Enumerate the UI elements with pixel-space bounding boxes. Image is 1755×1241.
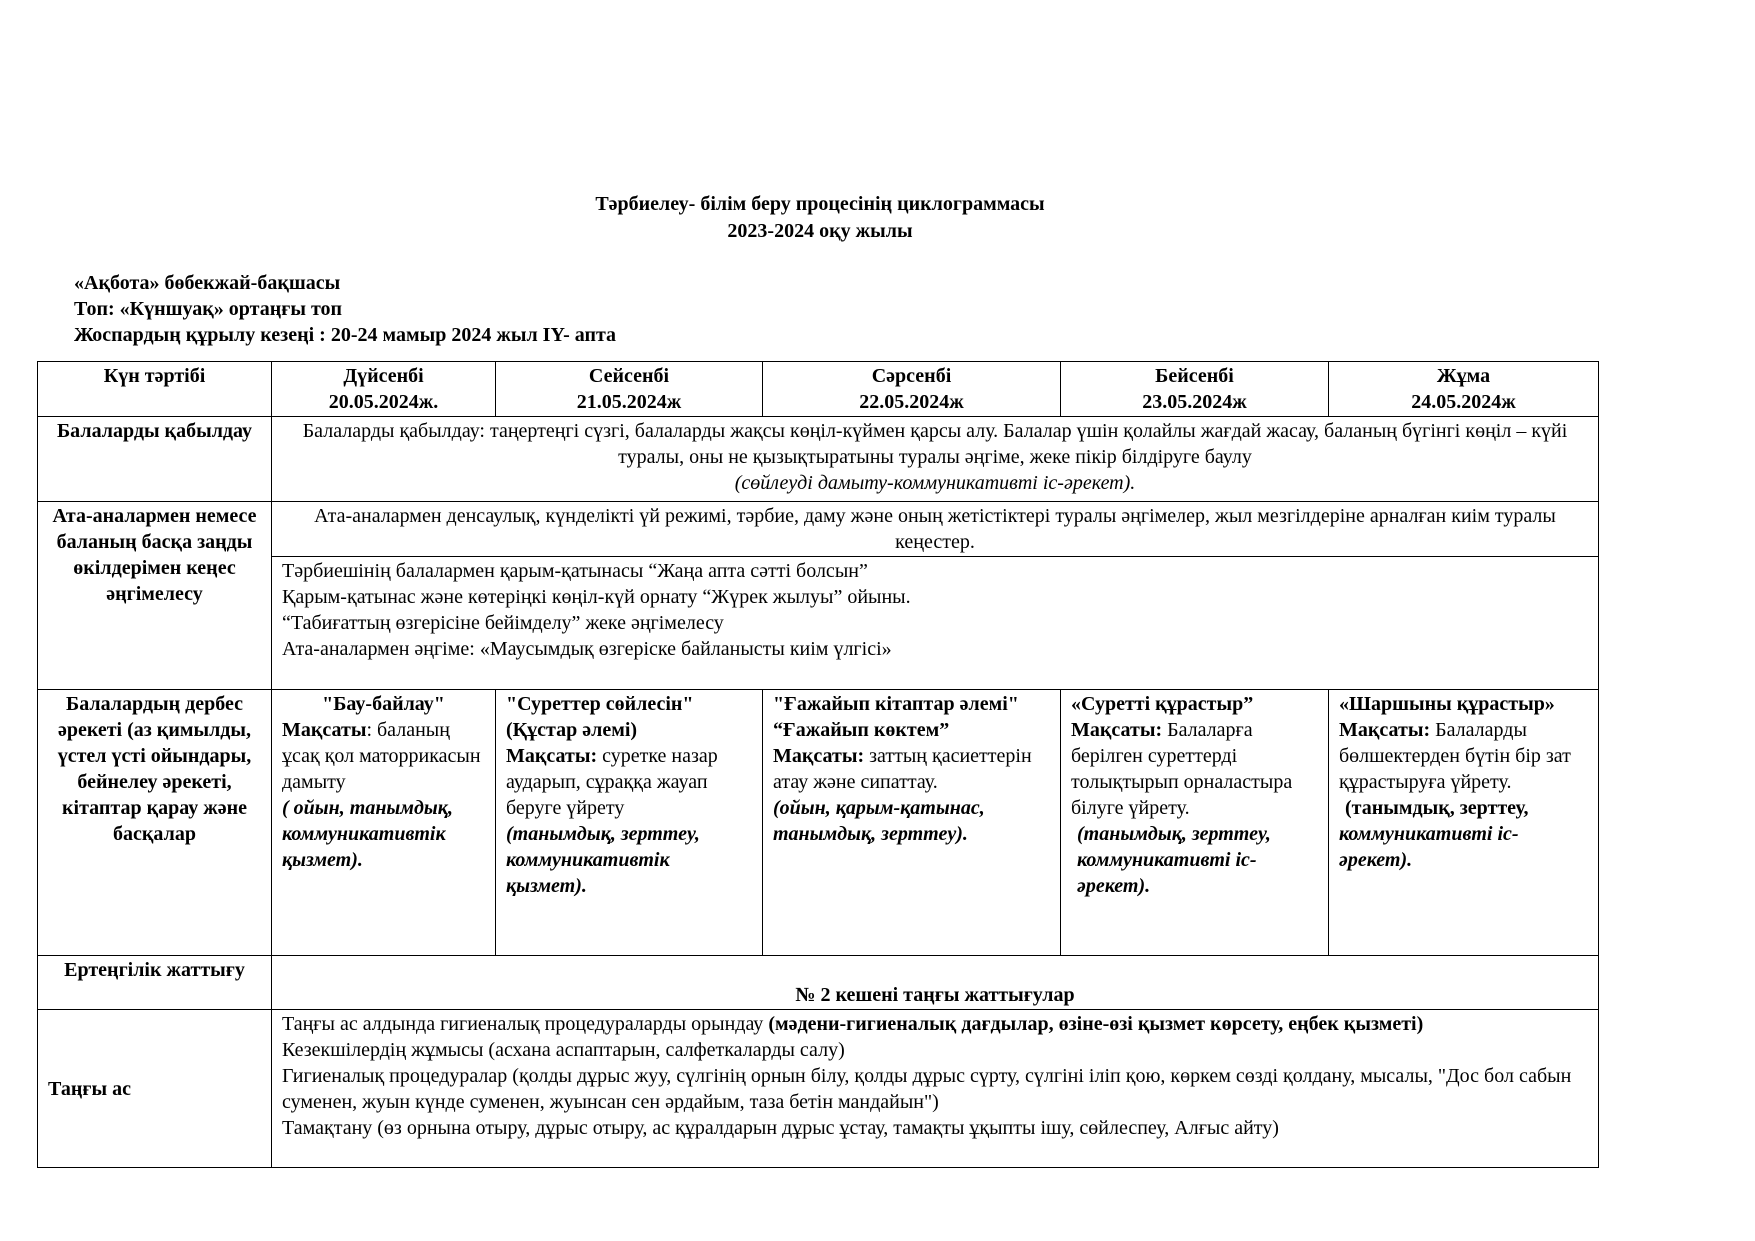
activity-title: «Шаршыны құрастыр» bbox=[1339, 693, 1555, 715]
kindergarten-name: «Ақбота» бөбекжай-бақшасы bbox=[74, 272, 341, 294]
title-line-1: Тәрбиелеу- білім беру процесінің циклограммасы bbox=[595, 193, 1045, 215]
breakfast-label: Таңғы ас bbox=[38, 1010, 272, 1168]
breakfast-line-2: Кезекшілердің жұмысы (асхана аспаптарын, салфеткаларды салу) bbox=[282, 1039, 845, 1061]
activity-types: (танымдық, зерттеу, коммуникативті іс-әрекет). bbox=[1339, 797, 1529, 871]
parents-consult-text: Ата-аналармен денсаулық, күнделікті үй режимі, тәрбие, даму және оның жетістіктері туралы әңгімелер, жыл мезгілдеріне арналған киім туралы кеңестер. bbox=[272, 502, 1599, 557]
header-thursday: Бейсенбі 23.05.2024ж bbox=[1061, 362, 1329, 417]
activity-types: (ойын, қарым-қатынас, танымдық, зерттеу). bbox=[773, 797, 985, 845]
activity-types: ( ойын, танымдық, коммуникативтік қызмет). bbox=[282, 797, 453, 871]
parents-line-4: Ата-аналармен әңгіме: «Маусымдық өзгеріске байланысты киім үлгісі» bbox=[282, 638, 892, 660]
activity-types: (танымдық, зерттеу, коммуникативті іс-әрекет). bbox=[1077, 823, 1271, 897]
activity-title: "Суреттер сөйлесін" (Құстар әлемі) bbox=[506, 693, 694, 741]
reception-label: Балаларды қабылдау bbox=[38, 417, 272, 502]
activity-monday: "Бау-байлау" Мақсаты: баланың ұсақ қол маторрикасын дамыту ( ойын, танымдық, коммуникативтік қызмет). bbox=[272, 690, 496, 956]
parents-line-1: Тәрбиешінің балалармен қарым-қатынасы “Жаңа апта сәтті болсын” bbox=[282, 560, 868, 582]
breakfast-line-3: Гигиеналық процедуралар (қолды дұрыс жуу, сүлгінің орнын білу, қолды дұрыс сүрту, сүлгіні іліп қою, көркем сөзді қолдану, мысалы, "Дос бол сабын суменен, жуын күнде суменен, жуынсан сен әрдайым, таза бетін мандайын") bbox=[282, 1065, 1572, 1113]
header-row bbox=[38, 362, 1599, 417]
activity-wednesday: "Ғажайып кітаптар әлемі" “Ғажайып көктем” Мақсаты: заттың қасиеттерін атау және сипаттау. (ойын, қарым-қатынас, танымдық, зерттеу). bbox=[763, 690, 1061, 956]
document-meta bbox=[74, 270, 616, 348]
activity-title: "Бау-байлау" bbox=[322, 693, 445, 715]
parents-talks bbox=[272, 557, 1599, 690]
exercise-row bbox=[38, 956, 1599, 1010]
schedule-table bbox=[37, 361, 1599, 1168]
header-regime: Күн тәртібі bbox=[38, 362, 272, 417]
parents-line-2: Қарым-қатынас және көтеріңкі көңіл-күй орнату “Жүрек жылуы” ойыны. bbox=[282, 586, 911, 608]
header-friday: Жұма 24.05.2024ж bbox=[1329, 362, 1599, 417]
activity-title: "Ғажайып кітаптар әлемі" bbox=[773, 693, 1019, 715]
activity-label: Балалардың дербес әрекеті (аз қимылды, үстел үсті ойындары, бейнелеу әрекеті, кітаптар қарау және басқалар bbox=[38, 690, 272, 956]
parents-row-1 bbox=[38, 502, 1599, 557]
breakfast-line-1: Таңғы ас алдында гигиеналық процедураларды орындау (мәдени-гигиеналық дағдылар, өзіне-өзі қызмет көрсету, еңбек қызметі) bbox=[282, 1013, 1424, 1035]
breakfast-text bbox=[272, 1010, 1599, 1168]
reception-text: Балаларды қабылдау: таңертеңгі сүзгі, балаларды жақсы көңіл-күймен қарсы алу. Балалар үшін қолайлы жағдай жасау, баланың бүгінгі көңіл – күйі туралы, оны не қызықтыратыны туралы әңгіме, жеке пікір білдіруге баулу (сөйлеуді дамыту-коммуникативті іс-әрекет). bbox=[272, 417, 1599, 502]
header-tuesday: Сейсенбі 21.05.2024ж bbox=[496, 362, 763, 417]
document-title bbox=[0, 191, 1640, 245]
header-wednesday: Сәрсенбі 22.05.2024ж bbox=[763, 362, 1061, 417]
activity-thursday: «Суретті құрастыр” Мақсаты: Балаларға берілген суреттерді толықтырып орналастыра білуге үйрету. (танымдық, зерттеу, коммуникативті іс-әрекет). bbox=[1061, 690, 1329, 956]
activity-tuesday: "Суреттер сөйлесін" (Құстар әлемі) Мақсаты: суретке назар аударып, сұраққа жауап беруге үйрету (танымдық, зерттеу, коммуникативтік қызмет). bbox=[496, 690, 763, 956]
breakfast-line-4: Тамақтану (өз орнына отыру, дұрыс отыру, ас құралдарын дұрыс ұстау, тамақты ұқыпты ішу, сөйлеспеу, Алғыс айту) bbox=[282, 1117, 1279, 1139]
activity-friday: «Шаршыны құрастыр» Мақсаты: Балаларды бөлшектерден бүтін бір зат құрастыруға үйрету. (танымдық, зерттеу, коммуникативті іс-әрекет). bbox=[1329, 690, 1599, 956]
title-line-2: 2023-2024 оқу жылы bbox=[727, 220, 913, 242]
group-name: Топ: «Күншуақ» ортаңғы топ bbox=[74, 298, 343, 320]
exercise-text: № 2 кешені таңғы жаттығулар bbox=[272, 956, 1599, 1010]
activity-types: (танымдық, зерттеу, коммуникативтік қызмет). bbox=[506, 823, 700, 897]
reception-row bbox=[38, 417, 1599, 502]
breakfast-row bbox=[38, 1010, 1599, 1168]
parents-label: Ата-аналармен немесе баланың басқа заңды өкілдерімен кеңес әңгімелесу bbox=[38, 502, 272, 690]
header-monday: Дүйсенбі 20.05.2024ж. bbox=[272, 362, 496, 417]
activity-subtitle: “Ғажайып көктем” bbox=[773, 719, 950, 741]
activity-title: «Суретті құрастыр” bbox=[1071, 693, 1254, 715]
plan-period: Жоспардың құрылу кезеңі : 20-24 мамыр 2024 жыл IY- апта bbox=[74, 324, 617, 346]
parents-line-3: “Табиғаттың өзгерісіне бейімделу” жеке әңгімелесу bbox=[282, 612, 724, 634]
parents-row-2 bbox=[38, 557, 1599, 690]
reception-note: (сөйлеуді дамыту-коммуникативті іс-әрекет). bbox=[734, 472, 1136, 494]
activity-row bbox=[38, 690, 1599, 956]
exercise-label: Ертеңгілік жаттығу bbox=[38, 956, 272, 1010]
